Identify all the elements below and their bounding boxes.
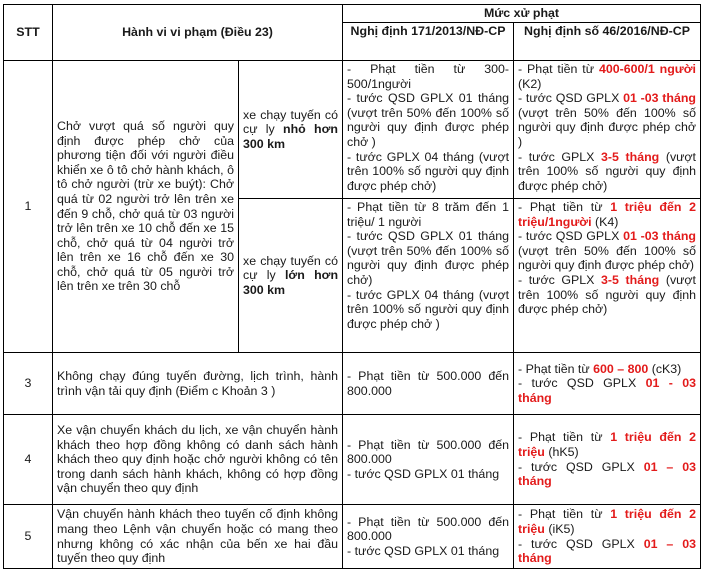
row5-decree-46: - Phạt tiền từ 1 triệu đến 2 triệu (iK5) - tước QSD GPLX 01 – 03 tháng [514, 505, 701, 569]
row1a-condition: xe chạy tuyến có cự ly nhỏ hơn 300 km [239, 61, 343, 199]
table-row [4, 505, 701, 569]
row1a-decree-46: - Phạt tiền từ 400-600/1 người (K2) - tước QSD GPLX 01 -03 tháng (vượt trên 50% đến 100% số người quy định được phép chở ) - tước GPLX 3-5 tháng (vượt trên 100% số người quy định được phép chở) [514, 61, 701, 199]
row1b-decree-46: - Phạt tiền từ 1 triệu đến 2 triệu/1người (K4) - tước QSD GPLX 01 -03 tháng (vượt trên 50% đến 100% số người quy định được phép chở) - tước GPLX 3-5 tháng (vượt trên 100% số người quy định được phép chở) [514, 199, 701, 353]
row3-decree-171: - Phạt tiền từ 500.000 đến 800.000 [343, 353, 514, 415]
row3-decree-46: - Phạt tiền từ 600 – 800 (cK3) - tước QSD GPLX 01 - 03 tháng [514, 353, 701, 415]
table-row [4, 415, 701, 505]
row1a-decree-171: - Phạt tiền từ 300-500/1người - tước QSD GPLX 01 tháng (vượt trên 50% đến 100% số người quy định được phép chở ) - tước GPLX 04 tháng (vượt trên 100% số người quy định được phép chở) [343, 61, 514, 199]
row1-description: Chở vượt quá số người quy định được phép chở của phương tiện đối với người điều khiển xe ô tô chở hành khách, ô tô chở người (trừ xe buýt): Chở quá từ 02 người trở lên trên xe đến 9 chỗ, chở quá từ 03 người trở lên trên xe 10 chỗ đến xe 15 chỗ, chở quá từ 04 người trở lên trên xe 16 chỗ đến xe 30 chỗ, chở quá từ 05 người trở lên trên xe trên 30 chỗ [53, 61, 239, 353]
row5-description: Vận chuyển hành khách theo tuyến cố định không mang theo Lệnh vận chuyển hoặc có mang theo nhưng không có xác nhận của bến xe hai đầu tuyến theo quy định [53, 505, 343, 569]
header-decree-46: Nghị định số 46/2016/NĐ-CP [514, 23, 701, 61]
header-violation: Hành vi vi phạm (Điều 23) [53, 5, 343, 61]
row5-decree-171: - Phạt tiền từ 500.000 đến 800.000 - tước QSD GPLX 01 tháng [343, 505, 514, 569]
table-row [4, 353, 701, 415]
penalty-table [3, 4, 701, 569]
row4-decree-46: - Phạt tiền từ 1 triệu đến 2 triệu (hK5) - tước QSD GPLX 01 – 03 tháng [514, 415, 701, 505]
row5-stt: 5 [4, 505, 53, 569]
table-row [4, 61, 701, 199]
header-stt: STT [4, 5, 53, 61]
row1b-decree-171: - Phạt tiền từ 8 trăm đến 1 triệu/ 1 người - tước QSD GPLX 01 tháng (vượt trên 50% đến 100% số người quy định được phép chở) - tước GPLX 04 tháng (vượt trên 100% số người quy định được phép chở ) [343, 199, 514, 353]
row4-decree-171: - Phạt tiền từ 500.000 đến 800.000 - tước QSD GPLX 01 tháng [343, 415, 514, 505]
row4-description: Xe vận chuyển khách du lịch, xe vận chuyển hành khách theo hợp đồng không có danh sách hành khách theo quy định hoặc chở người không có tên trong danh sách hành khách, không có hợp đồng vận chuyển theo quy định [53, 415, 343, 505]
header-penalty-level: Mức xử phạt [343, 5, 701, 23]
header-decree-171: Nghị định 171/2013/NĐ-CP [343, 23, 514, 61]
row4-stt: 4 [4, 415, 53, 505]
row1b-condition: xe chạy tuyến có cự ly lớn hơn 300 km [239, 199, 343, 353]
row3-description: Không chạy đúng tuyến đường, lịch trình, hành trình vận tải quy định (Điểm c Khoản 3 ) [53, 353, 343, 415]
row1-stt: 1 [4, 61, 53, 353]
row3-stt: 3 [4, 353, 53, 415]
